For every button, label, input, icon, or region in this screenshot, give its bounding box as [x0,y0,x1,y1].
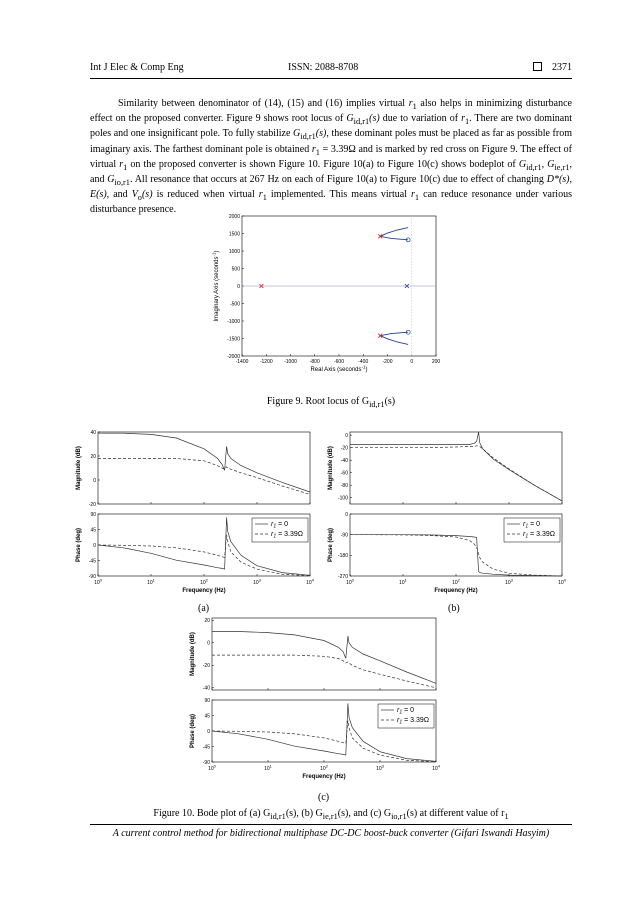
bode-(b) [328,432,567,594]
text-span: , these dominant poles must be placed as far as possible from imaginary axis. The farthest dominant pole is obtained [90,128,572,155]
y-tick-label: 90 [204,697,210,704]
y-tick-label: -45 [202,744,210,751]
symbol-s: (s) [141,189,153,201]
text-span: , and [90,158,573,186]
x-tick-label: -800 [309,359,320,365]
y-tick-label: -1500 [227,336,240,343]
page-header [90,62,572,79]
y-tick-label: -20 [202,663,210,670]
series-line [350,446,562,501]
y-tick-label: 1000 [228,248,240,255]
text-span: = 3.39Ω and is marked by red cross on Figure 9. The effect of virtual [90,143,572,170]
locus-branch [380,228,408,237]
symbol-g: G [346,113,354,125]
legend-label: $r_1 = 3.39\Omega$ [271,531,303,540]
frequency-label: Frequency (Hz) [182,588,226,594]
x-axis-label: Real Axis (seconds$^{-1}$) [310,364,368,373]
page-number: 2371 [552,62,572,73]
symbol-r: r [411,189,415,201]
x-tick-label: $10^0$ [94,577,102,586]
symbol-r: r [119,158,124,170]
magnitude-label: Magnitude (dB) [328,446,334,490]
phase-label: Phase (deg) [76,527,82,563]
symbol-g: G [547,158,555,170]
symbol-s: (s) [369,113,380,125]
bode-plot-c [188,614,456,790]
text-span: due to variation of [379,113,462,125]
y-tick-label: 0 [93,477,96,484]
locus-branch [380,336,408,345]
x-tick-label: 0 [410,359,414,365]
x-tick-label: -1200 [259,359,273,365]
text-span: . There are two dominant poles and one insignificant pole. To fully stabilize [90,113,573,140]
series-line [212,632,436,684]
x-tick-label: $10^1$ [264,763,272,772]
y-tick-label: -2000 [227,353,240,360]
symbol-g: G [293,128,301,140]
x-tick-label: $10^1$ [147,577,155,586]
y-tick-label: 20 [204,618,210,625]
symbol-sub: id,r1 [300,132,316,142]
subfig-label-a: (a) [198,603,210,614]
legend-label: $r_1 = 3.39\Omega$ [397,717,429,726]
symbol-r: r [311,143,316,155]
symbol-sub: id,r1 [526,162,542,172]
series-line [98,458,310,494]
locus-branch [380,332,408,336]
symbol-g: G [518,158,527,170]
subfig-label-b: (b) [448,603,460,614]
symbol-g: G [107,174,115,186]
caption-sub: ie,r1 [322,812,338,821]
x-tick-label: -600 [333,359,345,365]
locus-branch [380,236,408,240]
x-tick-label: -1400 [235,359,249,365]
y-tick-label: -90 [202,759,210,766]
symbol-sub: o [137,193,142,203]
symbol-e: E(s) [90,189,107,201]
phase-label: Phase (deg) [328,527,334,563]
caption-text: (s) at different value of r [406,808,505,819]
issn: ISSN: 2088-8708 [288,62,359,73]
x-tick-label: -1000 [284,359,297,365]
text-span: can reduce resonance under various disturbance presence. [90,189,572,216]
caption-sub: 1 [504,812,509,821]
symbol-sub: 1 [414,193,420,203]
text-span: on the proposed converter is shown Figure 10. Figure 10(a) to Figure 10(c) shows bodeplot of [127,158,519,170]
y-tick-label: 0 [345,511,348,518]
y-tick-label: -1000 [227,318,240,325]
legend-label: $r_1 = 0$ [271,521,288,530]
legend-label: $r_1 = 0$ [523,521,540,530]
x-tick-label: $10^3$ [253,577,261,586]
y-tick-label: -80 [340,483,348,490]
x-tick-label: 200 [431,359,441,365]
text-span: is reduced when virtual [152,189,259,201]
bode-(a) [76,430,315,594]
y-tick-label: -270 [337,573,348,580]
y-tick-label: -500 [229,301,240,308]
legend-label: $r_1 = 3.39\Omega$ [523,531,555,540]
page-number-wrap [533,62,572,73]
y-tick-label: 0 [207,640,210,647]
x-tick-label: $10^1$ [399,577,407,586]
phase-label: Phase (deg) [190,713,196,749]
x-tick-label: $10^0$ [346,577,354,586]
y-tick-label: -180 [337,553,348,560]
body-paragraph: Similarity between denominator of (14), (15) and (16) implies virtual $r_1$ also helps in minimizing disturbance effect on the proposed converter. Figure 9 shows root locus of $G_{id,r1}(s)$ due to variation of $r_1$. There are two dominant poles and one insignificant pole. To fully stabilize $G_{id,r1}(s)$, these dominant poles must be placed as far as possible from imaginary axis. The farthest dominant pole is obtained $r_1 = 3.39\Omega$ and is marked by red cross on Figure 9. The effect of virtual $r_1$ on the proposed converter is shown Figure 10. Figure 10(a) to Figure 10(c) shows bodeplot of $G_{id,r1}$, $G_{ie,r1}$, and $G_{io,r1}$. All resonance that occurs at 267 Hz on each of Figure 10(a) to Figure 10(c) due to effect of changing D*(s), E(s), and $V_o(s)$ is reduced when virtual $r_1$ implemented. This means virtual $r_1$ can reduce resonance under various disturbance presence. [90,98,573,216]
caption-text: Figure 10. Bode plot of (a) G [153,808,271,819]
caption-text: (s), (b) G [285,808,323,819]
symbol-sub: 1 [315,147,320,157]
symbol-sub: 1 [412,102,417,111]
caption-sub: id,r1 [369,400,385,409]
bode-plots-ab [74,428,574,612]
y-tick-label: 40 [90,429,96,436]
y-tick-label: 2000 [228,213,240,220]
bode-(c) [190,618,441,780]
y-tick-label: -20 [340,445,348,452]
x-tick-label: -400 [358,359,369,365]
figure-10-caption [90,808,572,821]
subfig-label-c: (c) [318,792,330,803]
symbol-v: V [131,189,138,201]
figure-9-caption [90,396,572,409]
y-tick-label: 500 [231,266,240,273]
legend-label: $r_1 = 0$ [397,707,414,716]
symbol-sub: 1 [123,162,128,172]
symbol-s: (s) [315,128,327,140]
y-tick-label: -20 [88,501,96,508]
symbol-r: r [258,189,263,201]
text-span: , and [106,189,132,201]
y-tick-label: -90 [340,532,348,539]
y-tick-label: -40 [340,457,348,464]
y-tick-label: 0 [237,283,240,290]
caption-text: (s), and (c) G [337,808,392,819]
symbol-sub: io,r1 [114,178,130,188]
x-tick-label: $10^4$ [306,577,314,586]
frequency-label: Frequency (Hz) [434,588,478,594]
symbol-d: D*(s) [546,174,570,186]
frequency-label: Frequency (Hz) [302,774,346,780]
y-axis-label: Imaginary Axis (seconds$^{-1}$) [211,250,220,322]
symbol-r: r [408,98,413,109]
symbol-sub: 1 [262,193,267,203]
y-tick-label: 90 [90,511,96,518]
plot-frame [350,432,562,504]
caption-text: (s) [384,396,396,407]
symbol-r: r [461,113,465,125]
y-tick-label: -40 [202,685,210,692]
x-tick-label: $10^4$ [432,763,440,772]
symbol-sub: id,r1 [353,117,370,127]
y-tick-label: 45 [204,713,210,720]
x-tick-label: $10^3$ [376,763,384,772]
series-line [350,432,562,501]
plot-frame [98,432,310,504]
x-tick-label: $10^4$ [558,577,566,586]
text-span: implemented. This means virtual [266,189,412,201]
x-tick-label: -200 [382,359,393,365]
text-span: Similarity between denominator of (14), (15) and (16) implies virtual [118,98,409,109]
y-tick-label: 1500 [228,231,240,238]
series-line [98,433,310,492]
y-tick-label: 0 [345,432,348,439]
page-footer: A current control method for bidirectional multiphase DC-DC boost-buck converter (Gifari Iswandi Hasyim) [90,824,572,839]
magnitude-label: Magnitude (dB) [76,446,82,490]
square-icon [533,62,542,71]
x-tick-label: $10^0$ [208,763,216,772]
x-tick-label: $10^3$ [505,577,513,586]
y-tick-label: 0 [207,728,210,735]
x-tick-label: $10^2$ [452,577,460,586]
text-span: . All resonance that occurs at 267 Hz on each of Figure 10(a) to Figure 10(c) due to effect of changing [129,174,547,186]
caption-sub: id,r1 [270,812,286,821]
caption-sub: io,r1 [391,812,407,821]
y-tick-label: -90 [88,573,96,580]
symbol-sub: ie,r1 [554,162,570,172]
x-tick-label: $10^2$ [200,577,208,586]
symbol-sub: 1 [465,117,470,127]
journal-name: Int J Elec & Comp Eng [90,62,184,73]
y-tick-label: -60 [340,470,348,477]
y-tick-label: 0 [93,542,96,549]
y-tick-label: 45 [90,527,96,534]
text-span: also helps in minimizing disturbance effect on the proposed converter. Figure 9 shows root locus of [90,98,572,125]
y-tick-label: -100 [337,495,348,502]
series-line [212,655,436,688]
y-tick-label: -45 [88,558,96,565]
magnitude-label: Magnitude (dB) [190,632,196,676]
plot-frame [212,618,436,690]
y-tick-label: 20 [90,453,96,460]
root-locus-chart [210,210,450,382]
x-tick-label: $10^2$ [320,763,328,772]
caption-text: Figure 9. Root locus of G [266,396,370,407]
